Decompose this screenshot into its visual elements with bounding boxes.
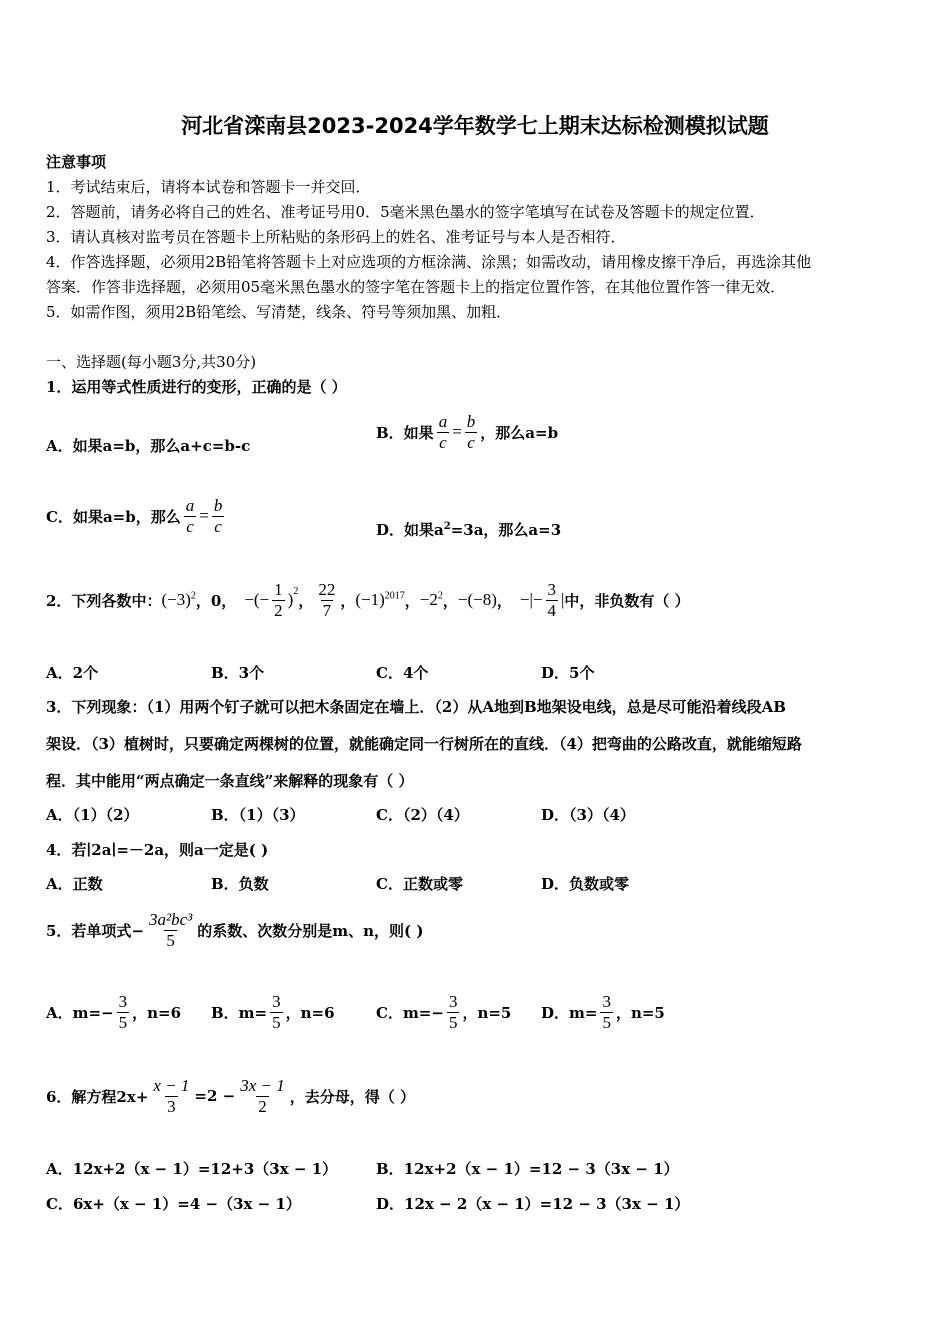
question-2-stem xyxy=(46,580,690,620)
q1-option-a[interactable]: A．如果a=b，那么a+c=b-c xyxy=(46,437,251,455)
q6-option-a[interactable]: A．12x+2（x − 1）=12+3（3x − 1） xyxy=(46,1160,338,1178)
q5-option-a[interactable]: A．m=− $\frac{3}{5}$ ，n=6 xyxy=(46,992,182,1032)
q2-option-b[interactable]: B．3个 xyxy=(211,664,265,682)
question-3-line: 程．其中能用“两点确定一条直线”来解释的现象有（ ） xyxy=(46,772,414,790)
equals-sign: = xyxy=(452,422,462,442)
notice-heading: 注意事项 xyxy=(46,153,107,171)
q3-option-b[interactable]: B．（1）（3） xyxy=(211,806,305,824)
math-expression: −|− $\frac{3}{4}$ | xyxy=(519,580,565,620)
q6-option-d[interactable]: D．12x − 2（x − 1）=12 − 3（3x − 1） xyxy=(376,1195,690,1213)
numerator: a xyxy=(438,412,448,431)
math-expression: $(-3)^2$ xyxy=(161,590,196,610)
q1-b-prefix: B．如果 xyxy=(376,423,434,442)
notice-item: 1．考试结束后，请将本试卷和答题卡一并交回． xyxy=(46,178,371,196)
math-expression: −(−8) xyxy=(457,590,497,610)
question-3-line: 3．下列现象：（1）用两个钉子就可以把木条固定在墙上．（2）从A地到B地架设电线，总是尽可能沿着线段AB xyxy=(46,698,786,716)
q4-option-b[interactable]: B．负数 xyxy=(211,875,269,893)
q3-option-a[interactable]: A．（1）（2） xyxy=(46,806,139,824)
q2-option-a[interactable]: A．2个 xyxy=(46,664,99,682)
numerator: b xyxy=(213,496,223,515)
q5-prefix: 5．若单项式− xyxy=(46,921,145,940)
denominator: c xyxy=(214,516,222,536)
question-1-stem: 1．运用等式性质进行的变形，正确的是（ ） xyxy=(46,378,347,396)
fraction xyxy=(465,412,478,452)
page-title: 河北省滦南县2023-2024学年数学七上期末达标检测模拟试题 xyxy=(181,114,769,138)
q2-prefix: 2．下列各数中： xyxy=(46,591,162,610)
q1-option-c[interactable] xyxy=(46,496,227,536)
separator: ， xyxy=(404,591,420,610)
section-heading: 一、选择题(每小题3分,共30分) xyxy=(46,353,257,371)
q5-option-c[interactable]: C．m=− $\frac{3}{5}$ ，n=5 xyxy=(376,992,512,1032)
q1-b-suffix: ，那么a=b xyxy=(480,423,559,442)
notice-item: 5．如需作图，须用2B铅笔绘、写清楚，线条、符号等须加黑、加粗． xyxy=(46,303,512,321)
question-6-stem xyxy=(46,1076,415,1116)
fraction xyxy=(184,496,197,536)
q3-option-c[interactable]: C．（2）（4） xyxy=(376,806,469,824)
q4-option-d[interactable]: D．负数或零 xyxy=(541,875,630,893)
denominator: c xyxy=(186,516,194,536)
equals-sign: = xyxy=(199,506,209,526)
separator: ， xyxy=(496,591,512,610)
q5-option-d[interactable]: D．m= $\frac{3}{5}$ ，n=5 xyxy=(541,992,665,1032)
q1-d-suffix: =3a，那么a=3 xyxy=(450,521,562,539)
fraction xyxy=(437,412,450,452)
q2-option-c[interactable]: C．4个 xyxy=(376,664,429,682)
denominator: c xyxy=(467,432,475,452)
notice-item: 3．请认真核对监考员在答题卡上所粘贴的条形码上的姓名、准考证号与本人是否相符． xyxy=(46,228,626,246)
q2-suffix: 中，非负数有（ ） xyxy=(564,591,690,610)
q2-option-d[interactable]: D．5个 xyxy=(541,664,595,682)
question-5-stem xyxy=(46,910,423,950)
q6-suffix: ，去分母，得（ ） xyxy=(289,1087,415,1106)
q6-option-b[interactable]: B．12x+2（x − 1）=12 − 3（3x − 1） xyxy=(376,1160,679,1178)
separator: ，0， xyxy=(195,591,237,610)
denominator: c xyxy=(439,432,447,452)
separator: ， xyxy=(340,591,356,610)
fraction: $\frac{22}{7}$ xyxy=(318,580,336,620)
q3-option-d[interactable]: D．（3）（4） xyxy=(541,806,635,824)
q4-option-c[interactable]: C．正数或零 xyxy=(376,875,463,893)
separator: ， xyxy=(298,591,314,610)
q6-middle: =2 − xyxy=(194,1087,236,1106)
notice-item: 4．作答选择题，必须用2B铅笔将答题卡上对应选项的方框涂满、涂黑；如需改动，请用橡皮擦干净后，再选涂其他 xyxy=(46,253,812,271)
fraction xyxy=(212,496,225,536)
q1-c-prefix: C．如果a=b，那么 xyxy=(46,507,181,526)
superscript: 2 xyxy=(443,521,451,532)
q5-option-b[interactable]: B．m= $\frac{3}{5}$ ，n=6 xyxy=(211,992,335,1032)
q5-suffix: 的系数、次数分别是m、n，则( ) xyxy=(197,921,424,940)
math-expression: −(− $\frac{1}{2}$ ) $^2$ xyxy=(244,580,299,620)
question-4-stem: 4．若∣2a∣=－2a，则a一定是( ) xyxy=(46,841,269,859)
notice-item: 答案．作答非选择题，必须用05毫米黑色墨水的签字笔在答题卡上的指定位置作答，在其他位置作答一律无效． xyxy=(46,278,786,296)
q4-option-a[interactable]: A．正数 xyxy=(46,875,103,893)
q1-d-prefix: D．如果a xyxy=(376,521,444,539)
question-3-line: 架设．（3）植树时，只要确定两棵树的位置，就能确定同一行树所在的直线．（4）把弯曲的公路改直，就能缩短路 xyxy=(46,735,802,753)
math-expression: $(-1)^{2017}$ xyxy=(355,590,405,610)
fraction: $\frac{3x - 1}{2}$ xyxy=(240,1076,285,1116)
math-expression: $-2^2$ xyxy=(419,590,443,610)
fraction: $\frac{x - 1}{3}$ xyxy=(153,1076,190,1116)
q1-option-b[interactable] xyxy=(376,412,558,452)
q6-prefix: 6．解方程2x+ xyxy=(46,1087,149,1106)
numerator: b xyxy=(466,412,476,431)
fraction: $\frac{\text{3a²bc³}}{5}$ xyxy=(149,910,193,950)
numerator: a xyxy=(185,496,195,515)
separator: ， xyxy=(442,591,458,610)
notice-item: 2．答题前，请务必将自己的姓名、准考证号用0．5毫米黑色墨水的签字笔填写在试卷及答题卡的规定位置． xyxy=(46,203,765,221)
q6-option-c[interactable]: C．6x+（x − 1）=4 −（3x − 1） xyxy=(46,1195,301,1213)
q1-option-d[interactable] xyxy=(376,519,561,540)
